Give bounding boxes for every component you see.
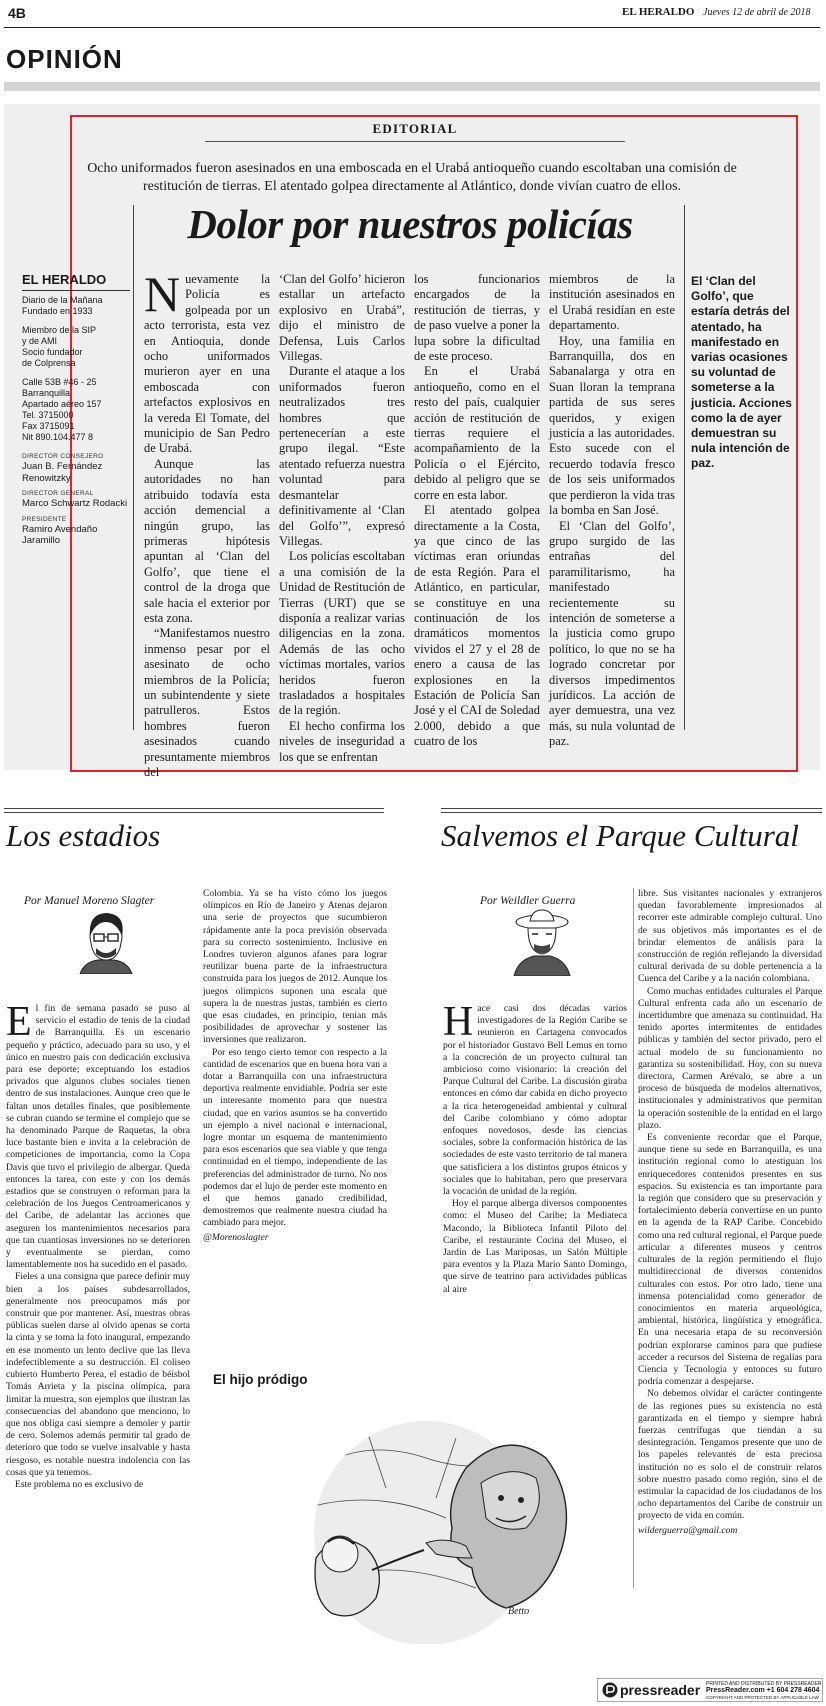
masthead-line: Tel. 3715000 xyxy=(22,410,74,420)
right-column-col-2 xyxy=(638,888,822,1537)
masthead-line: Miembro de la SIP xyxy=(22,325,97,335)
cartoon-illustration xyxy=(276,1408,592,1644)
editorial-col-3-paragraph: El atentado golpea directamente a la Costa, ya que cinco de las víctimas eran oriundas de esta Región. Para el Atlántico, en particular, se constituye en una continuación de los dramáticos momentos vividos el 27 y el 28 de enero a causa de las explosiones en la Estación de Policía San José y el CAI de Soledad 2.000, debido a que cuatro de los xyxy=(414,503,540,749)
pressreader-line2: PressReader.com +1 604 278 4604 xyxy=(706,1687,820,1694)
right-column-col-2-paragraph: Es conveniente recordar que el Parque, aunque tiene su sede en Barranquilla, es una institución regional como lo atestiguan los enriquecedores contenidos presentes en sus espacios. Su existencia es tan importante para la región que considero que su preservación y fortalecimiento debería convertirse en un punto en la agenda de la RAP Caribe. Concebido como una red cultural regional, el Parque puede articular a diferentes museos y centros culturales de la región permitiendo el flujo multidireccional de diversos contenidos culturales con estos. Por otro lado, tiene una inmensa potencialidad como generador de conocimientos en materia arqueológica, ambiental, histórica, lingüística y etnográfica. En una necesaria etapa de su reconversión podrían explorarse caminos para que pudiese acceder a recursos del Sistema de regalías para Ciencia y Tecnología y entonces su futuro podría comenzar a despejarse. xyxy=(638,1132,822,1388)
masthead-name: EL HERALDO xyxy=(22,272,130,291)
left-column-handle: @Morenoslagter xyxy=(203,1231,269,1243)
editorial-title: Dolor por nuestros policías xyxy=(187,201,633,247)
masthead-role-name: Juan B. Fernández Renowitzky xyxy=(22,461,103,484)
masthead-role: PRESIDENTE xyxy=(22,515,67,523)
pressreader-brand: pressreader xyxy=(620,1682,701,1698)
editorial-col-3-paragraph: los funcionarios encargados de la restitución de tierras, y de paso vuelve a poner la lupa sobre la dificultad de este proceso. xyxy=(414,272,540,364)
left-column-col-1-paragraph: l fin de semana pasado se puso al servicio el estadio de tenis de la ciudad de Barranquilla. Es un escenario pequeño y práctico, adecuado para su uso, y el único en nuestro país con dedicación exclusiva para ese deporte; exceptuando los estadios privados que algunos clubes sociales tienen dentro de sus instalaciones. Aunque creo que le faltan unos detalles finales, que posiblemente se cubran cuando se termine el complejo que se ha denominado Parque de Raquetas, la obra luce bastante bien e invita a la celebración de competiciones de importancia, como la Copa Davis que tuvo el privilegio de albergar. Queda entonces la tarea, con este y con los demás estadios que se construyen o reforman para la celebración de los Juegos Centroamericanos y del Caribe, de adelantar las acciones que aseguren los mantenimientos necesarios para que tan cuantiosas inversiones no se deterioren y eventualmente se pierdan, como lamentablemente nos ha sucedido en el pasado. xyxy=(6,1003,190,1271)
masthead xyxy=(22,272,130,547)
left-column-col-1 xyxy=(6,999,190,1491)
masthead-line: Fundado en 1933 xyxy=(22,306,93,316)
editorial-pullquote: El ‘Clan del Golfo’, que estaría detrás del atentado, ha manifestado en varias ocasiones su voluntad de someterse a la justicia. Acciones como la de ayer demuestran su nula intención de paz. xyxy=(691,274,792,471)
section-title: OPINIÓN xyxy=(6,44,123,74)
newspaper-name: EL HERALDO xyxy=(622,6,695,18)
right-column-rule xyxy=(441,808,822,813)
left-column-rule xyxy=(4,808,384,813)
editorial-col-1-paragraph: Aunque las autoridades no han atribuido todavía esta acción demencial a ningún grupo, las primeras hipótesis apuntan al ‘Clan del Golfo’, que tiene el control de la droga que sale hacia el exterior por esta zona. xyxy=(144,456,270,625)
pressreader-line3: COPYRIGHT AND PROTECTED BY APPLICABLE LAW xyxy=(706,1695,819,1700)
editorial-col-4 xyxy=(549,272,675,750)
editorial-col-2-paragraph: ‘Clan del Golfo’ hicieron estallar un artefacto explosivo en Urabá”, dijo el ministro de Defensa, Luis Carlos Villegas. xyxy=(279,272,405,364)
left-column-col-2-paragraph: Por eso tengo cierto temor con respecto a la cantidad de escenarios que en buena hora van a dotar a Barranquilla con una infraestructura deportiva realmente envidiable. Podría ser este un interesante momento para que nuestra ciudad, que en varios asuntos se ha convertido un ejemplo a nivel nacional e internacional, logre montar un esquema de mantenimiento para esos escenarios que sea viable y que tenga continuidad en el tiempo, independiente de las preferencias del administrador de turno. No nos podemos dar el lujo de perder este momento en el que hemos ganado credibilidad, demostremos que realmente nuestra ciudad ha cambiado para mejor. xyxy=(203,1046,387,1229)
pressreader-logo-icon xyxy=(602,1682,618,1698)
masthead-line: Socio fundador xyxy=(22,347,83,357)
left-column-title: Los estadios xyxy=(6,818,161,853)
editorial-col-2-paragraph: El hecho confirma los niveles de inseguridad a los que se enfrentan xyxy=(279,718,405,764)
author-portrait-guerra xyxy=(510,908,574,976)
masthead-line: Barranquilla xyxy=(22,388,71,398)
masthead-line: Nit 890.104.477 8 xyxy=(22,432,94,442)
right-column-col-2-paragraph: Como muchas entidades culturales el Parque Cultural enfrenta cada año un escenario de incertidumbre que amenaza su continuidad. Ha tenido aportes intermitentes de entidades públicas y también del sector privado, pero el actual modelo de su funcionamiento no garantiza su sostenibilidad. Hoy, con su nueva directora, Carmen Arévalo, se abre a un proceso de búsqueda de modelos alternativos, institucionales y administrativos que permitan la operación sostenible de la entidad en el largo plazo. xyxy=(638,985,822,1131)
editorial-col-2 xyxy=(279,272,405,765)
author-portrait-moreno xyxy=(76,908,136,974)
masthead-line xyxy=(22,317,130,325)
left-column-col-1-paragraph: Fieles a una consigna que parece definir muy bien a los países subdesarrollados, generalmente nos preocupamos más por construir que por mantener. Así, nuestras obras públicas suelen darse al olvido apenas se corta la cinta y se toma la foto inaugural, empezando en ese momento un lento declive que las lleva indefectiblemente a su destrucción. El coliseo cubierto Humberto Perea, el estadio de béisbol Tomás Arrieta y la piscina olímpica, para limitar la muestra, son ejemplos que ilustran las consecuencias del abandono que menciono, lo que nos obliga casi siempre a demoler y partir de cero. Solemos además permitir tal grado de deterioro que todo se vuelve insalvable y hasta riesgoso, es notable nuestra indolencia con las cosas que ya tenemos. xyxy=(6,1271,190,1478)
right-column-col-1-paragraph: Hoy el parque alberga diversos componentes como: el Museo del Caribe; la Mediateca Macondo, la Biblioteca Infantil Piloto del Caribe, el restaurante Cocina del Museo, el Jardín de Las Mariposas, un Salón Múltiple para eventos y la Plaza Mario Santo Domingo, que sirve de teatrino para actividades públicas al aire xyxy=(443,1198,627,1295)
masthead-line: Diario de la Mañana xyxy=(22,295,103,305)
editorial-col-4-paragraph: Hoy, una familia en Barranquilla, dos en Sabanalarga y otra en Suan lloran la temprana partida de sus seres queridos, y exigen justicia a las autoridades. Esto sucede con el recuerdo todavía fresco de los seis uniformados que perdieron la vida tras la bomba en San José. xyxy=(549,333,675,518)
header-rule xyxy=(4,27,820,28)
masthead-line: Apartado aéreo 157 xyxy=(22,399,102,409)
editorial-rule-left xyxy=(133,205,134,730)
masthead-role-name: Marco Schwartz Rodacki xyxy=(22,498,128,509)
page-date: Jueves 12 de abril de 2018 xyxy=(703,7,811,18)
right-column-dropcap: H xyxy=(443,999,474,1045)
right-column-divider xyxy=(633,888,634,1588)
left-column-byline: Por Manuel Moreno Slagter xyxy=(24,895,155,907)
editorial-col-2-paragraph: Los policías escoltaban a una comisión de la Unidad de Restitución de Tierras (URT) que se disponía a realizar varias diligencias en la zona. Además de las ocho víctimas mortales, varios heridos fueron trasladados a hospitales de la región. xyxy=(279,549,405,718)
right-column-title: Salvemos el Parque Cultural xyxy=(441,818,799,853)
masthead-role: DIRECTOR CONSEJERO xyxy=(22,453,104,460)
pressreader-line1: PRINTED AND DISTRIBUTED BY PRESSREADER xyxy=(706,1681,822,1687)
editorial-col-3 xyxy=(414,272,540,750)
editorial-col-1-paragraph: “Manifestamos nuestro inmenso pesar por el asesinato de ocho miembros de la Policía; un subintendente y siete patrulleros. Estos hombres fueron asesinados cuando presuntamente miembros del xyxy=(144,626,270,779)
editorial-kicker: EDITORIAL xyxy=(372,121,458,136)
editorial-deck: Ocho uniformados fueron asesinados en una emboscada en el Urabá antioqueño cuando escoltaban una comisión de restitución de tierras. El atentado golpea directamente al Atlántico, donde vivían cuatro de ellos. xyxy=(87,161,737,194)
editorial-col-1 xyxy=(144,266,270,780)
masthead-role: DIRECTOR GENERAL xyxy=(22,490,94,497)
editorial-col-4-paragraph: miembros de la institución asesinados en el Urabá residían en este departamento. xyxy=(549,272,675,333)
left-column-col-2 xyxy=(203,888,387,1244)
masthead-line: Fax 3715091 xyxy=(22,421,75,431)
kicker-rule xyxy=(205,141,625,142)
cartoon-signature: Betto xyxy=(508,1606,530,1617)
right-column-email: wilderguerra@gmail.com xyxy=(638,1524,738,1536)
pressreader-footer[interactable] xyxy=(597,1678,823,1702)
masthead-role-name: Ramiro Avendaño Jaramillo xyxy=(22,523,98,546)
left-column-dropcap: E xyxy=(6,999,32,1045)
masthead-line: Calle 53B #46 - 25 xyxy=(22,377,97,387)
editorial-dropcap: N xyxy=(144,266,181,322)
masthead-line: y de AMI xyxy=(22,336,58,346)
section-band xyxy=(4,82,820,91)
editorial-col-3-paragraph: En el Urabá antioqueño, como en el resto del país, cualquier acción de restitución de tierras requiere el acompañamiento de la Policía o el Ejército, debido al peligro que se corre en esta labor. xyxy=(414,364,540,502)
left-column-col-2-paragraph: Colombia. Ya se ha visto cómo los juegos olímpicos en Río de Janeiro y Atenas dejaron una serie de proyectos que sucumbieron rápidamente ante la poca previsión observada para su correcto sostenimiento. Inclusive en Londres tuvieron algunos afanes para lograr reutilizar buena parte de la infraestructura construida para los juegos de 2012. Aunque los juegos olímpicos suponen una escala que supera la de nuestras justas, también es cierto que esas ciudades, en principio, tenían más posibilidades de aprovechar y sostener las inversiones que realizaron. xyxy=(203,888,387,1046)
masthead-line xyxy=(22,369,130,377)
masthead-roles xyxy=(22,453,130,547)
editorial-col-1-paragraph: uevamente la Policía es golpeada por un acto terrorista, esta vez en Antioquia, donde ocho uniformados murieron ayer en una emboscada con artefactos explosivos en la vereda El Tomate, del municipio de San Pedro de Urabá. xyxy=(144,272,270,456)
editorial-rule-right xyxy=(684,205,685,730)
editorial-col-4-paragraph: El ‘Clan del Golfo’, grupo surgido de las entrañas del paramilitarismo, ha manifestado recientemente su intención de someterse a la justicia como grupo político, lo que no se ha logrado concretar por diversos impedimentos jurídicos. La acción de ayer demuestra, una vez más, su nula voluntad de paz. xyxy=(549,518,675,749)
masthead-lines xyxy=(22,295,130,443)
page-number: 4B xyxy=(8,5,26,21)
right-column-byline: Por Weildler Guerra xyxy=(480,895,576,907)
right-column-col-1-paragraph: ace casi dos décadas varios investigadores de la Región Caribe se reunieron en Cartagena convocados por el historiador Gustavo Bell Lemus en torno a la concreción de un proyecto cultural tan ambicioso como visionario: la creación del Parque Cultural del Caribe. La discusión giraba entonces en cómo dar cabida en dicho proyecto a la rica heterogeneidad ambiental y cultural del Caribe colombiano y cómo adoptar enfoques novedosos, desde las ciencias sociales, sobre la conformación histórica de las sociedades de este vasto territorio de tal manera que satisficiera a los distintos grupos étnicos y sociales que lo habitaban, pero que preservara la vocación de unidad de la región. xyxy=(443,1003,627,1198)
right-column-col-1 xyxy=(443,999,627,1296)
right-column-col-2-paragraph: No debemos olvidar el carácter contingente de las regiones pues su existencia no está garantizada en el tiempo y siempre habrá fuerzas centrífugas que tiendan a su desintegración. Tengamos presente que uno de los papeles relevantes de esta preciosa institución no es solo el de construir relatos sobre nuestro pasado como región, sino el de estimular la capacidad de los ciudadanos de los ocho departamentos del Caribe de construir un proyecto de vida en común. xyxy=(638,1388,822,1522)
editorial-col-2-paragraph: Durante el ataque a los uniformados fueron neutralizados tres hombres que pertenecerían a este grupo ilegal. “Este atentado refuerza nuestra voluntad para desmantelar definitivamente al ‘Clan del Golfo’”, expresó Villegas. xyxy=(279,364,405,548)
left-column-col-1-paragraph: Este problema no es exclusivo de xyxy=(15,1478,144,1490)
masthead-line: de Colprensa xyxy=(22,358,76,368)
right-column-col-2-paragraph: libre. Sus visitantes nacionales y extranjeros quedan favorablemente impresionados al recorrer este admirable complejo cultural. Uno de sus objetivos más importantes es el de brindar elementos de análisis para la construcción de región reflejando la diversidad cultural derivada de su doble pertenencia a la Cuenca del Caribe y a la nación colombiana. xyxy=(638,888,822,985)
cartoon-title: El hijo pródigo xyxy=(213,1372,308,1387)
